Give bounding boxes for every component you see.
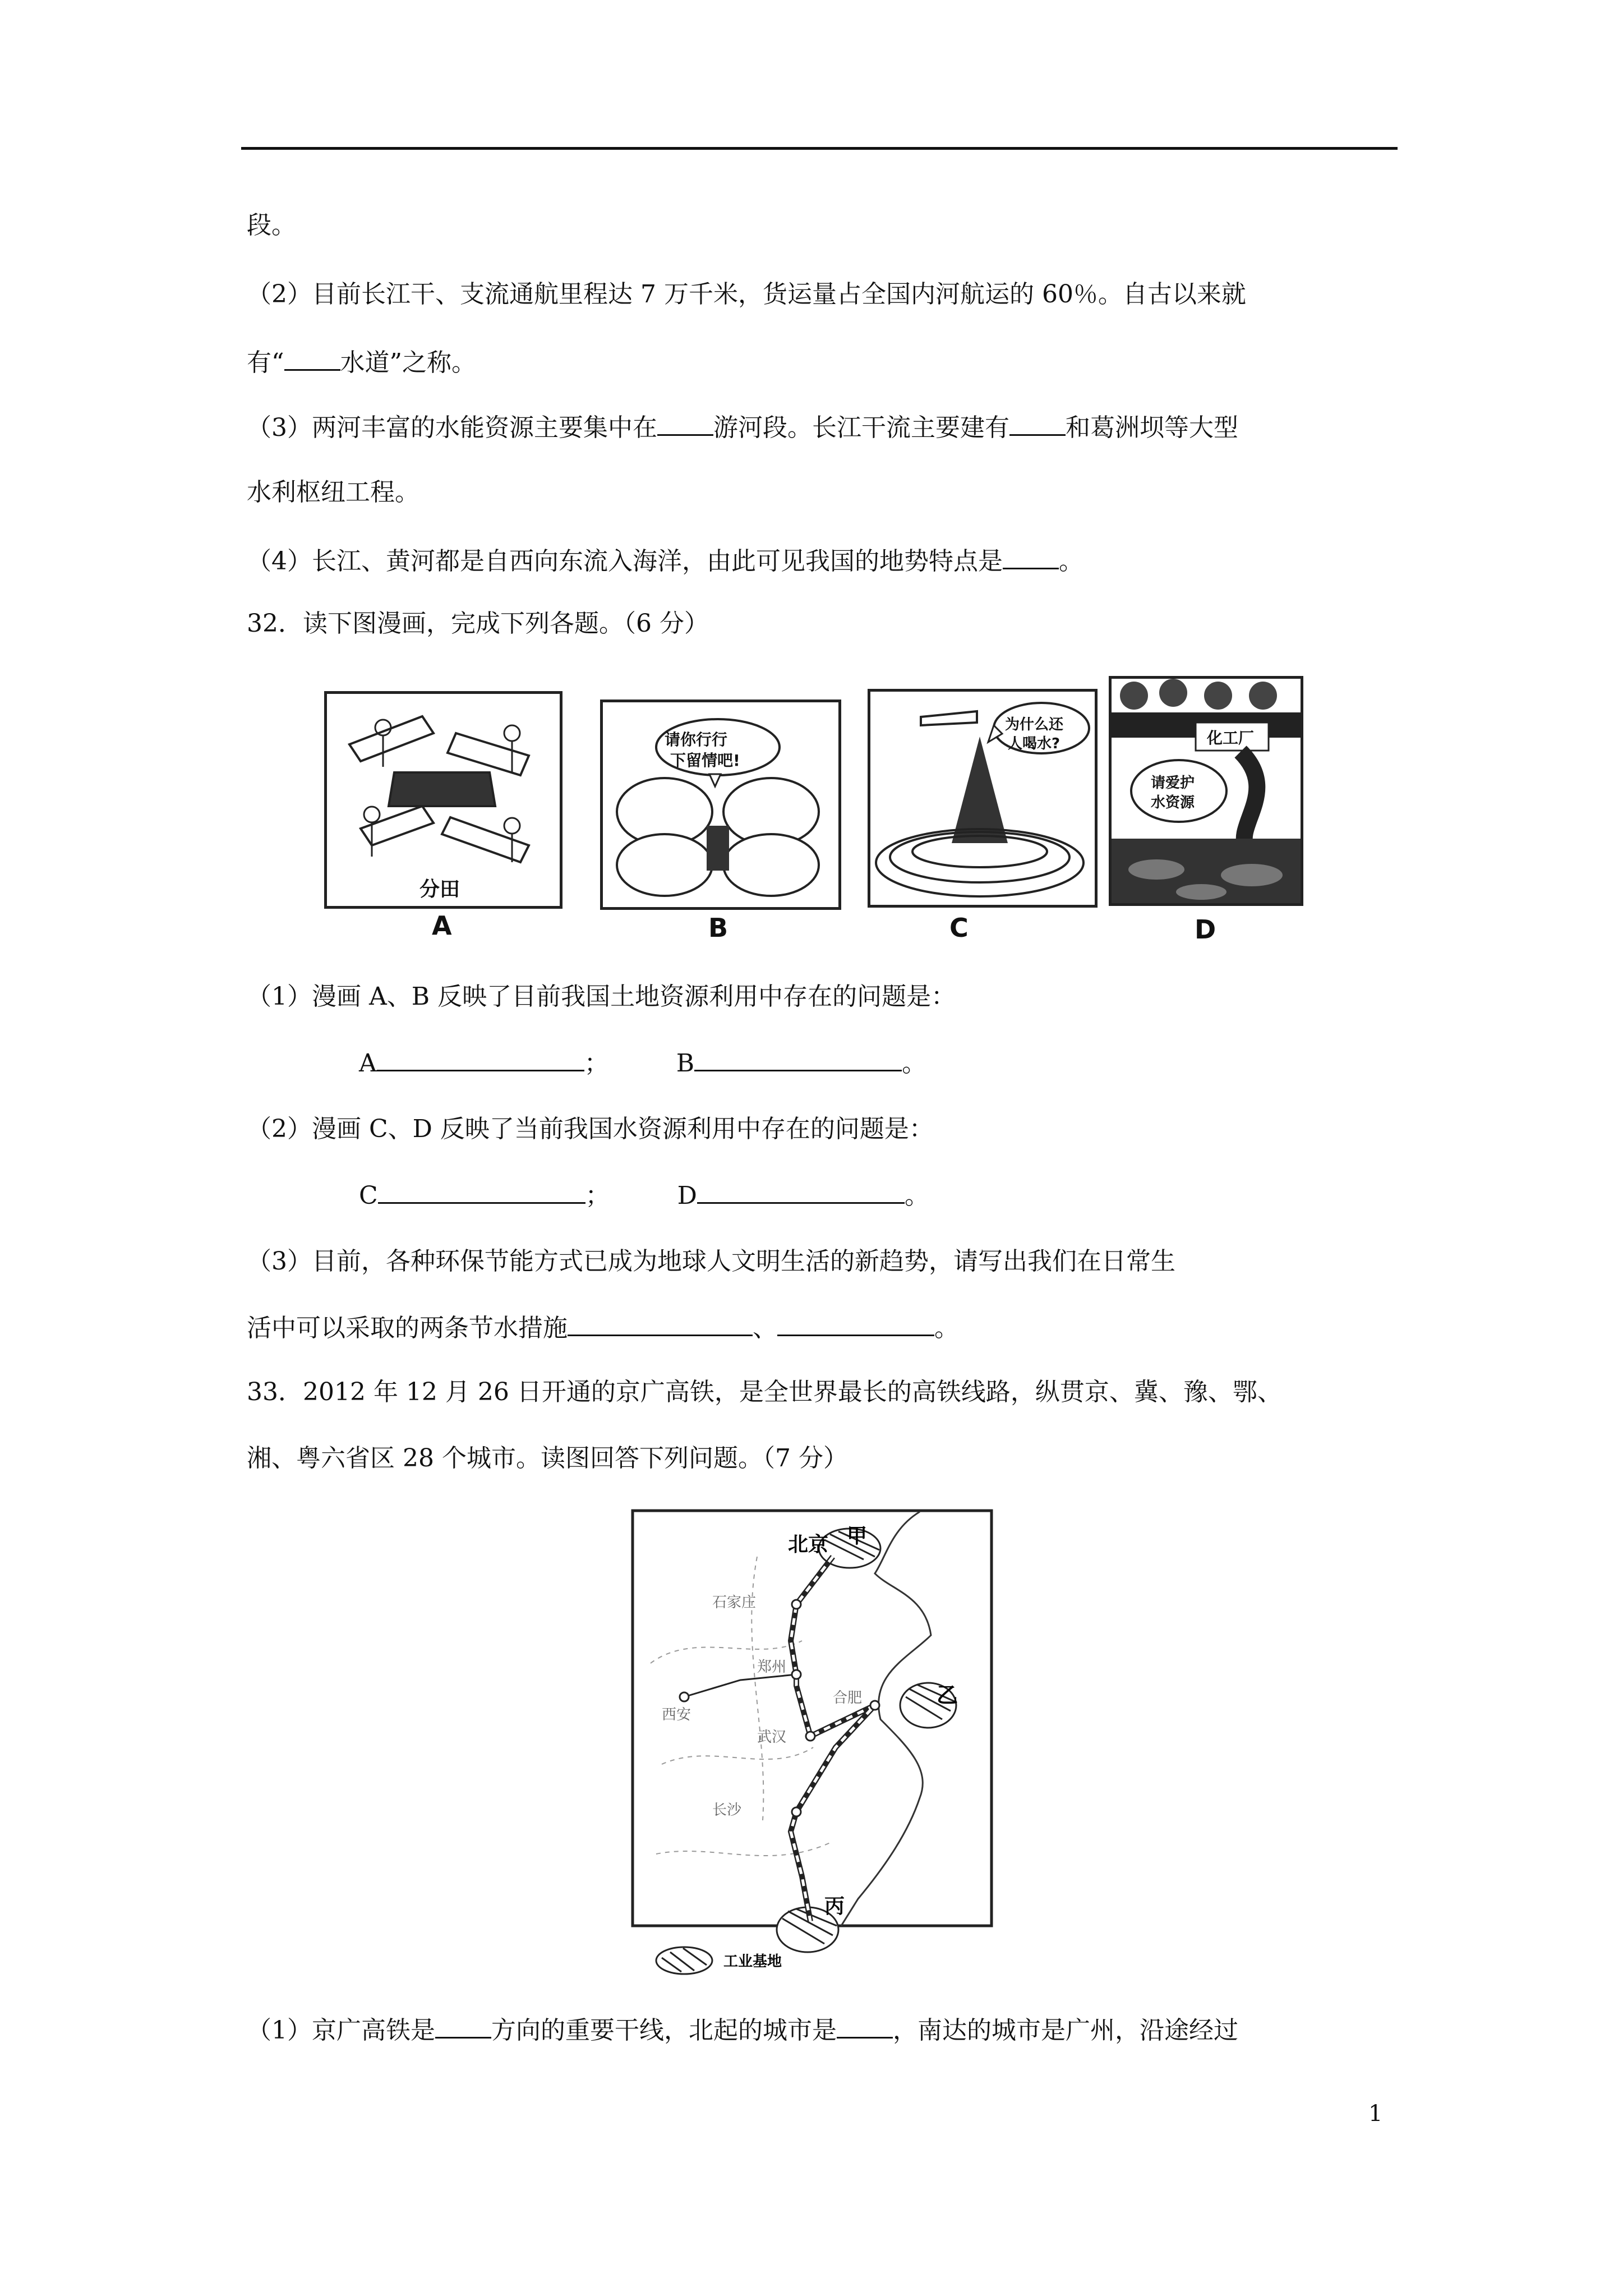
question-33-1: （1）京广高铁是 方向的重要干线，北起的城市是 ，南达的城市是广州，沿途经过 bbox=[247, 2012, 1238, 2047]
map-label-wuhan: 武汉 bbox=[757, 1729, 787, 1746]
cartoon-b-bubble-line1: 请你行行 bbox=[665, 730, 728, 749]
map-label-bing: 丙 bbox=[824, 1895, 845, 1918]
question-32: 32．读下图漫画，完成下列各题。（6 分） bbox=[247, 609, 709, 638]
text-line: 湘、粤六省区 28 个城市。读图回答下列问题。（7 分） bbox=[247, 1444, 848, 1473]
question-33: 33．2012 年 12 月 26 日开通的京广高铁，是全世界最长的高铁线路，纵贯京、冀、豫、鄂、 bbox=[247, 1378, 1282, 1406]
cartoon-d bbox=[1109, 676, 1303, 906]
cartoon-a-caption: A bbox=[432, 910, 452, 941]
answer-blank[interactable] bbox=[1003, 543, 1059, 569]
cartoon-d-bubble-line2: 水资源 bbox=[1151, 794, 1195, 811]
cartoon-a-label: 分田 bbox=[419, 878, 460, 901]
answer-blank[interactable] bbox=[657, 409, 713, 436]
question-32-2: （2）漫画 C、D 反映了当前我国水资源利用中存在的问题是： bbox=[247, 1115, 934, 1143]
cartoon-d-bubble-line1: 请爱护 bbox=[1151, 775, 1195, 792]
question-32-1: （1）漫画 A、B 反映了目前我国土地资源利用中存在的问题是： bbox=[247, 982, 956, 1011]
cartoon-c-bubble-line1: 为什么还 bbox=[1005, 716, 1064, 733]
answer-line-ab: A ； B 。 bbox=[359, 1045, 926, 1080]
cartoon-c-bubble-line2: 人喝水? bbox=[1008, 735, 1061, 752]
text-line: （3）两河丰富的水能资源主要集中在 游河段。长江干流主要建有 和葛洲坝等大型 bbox=[247, 409, 1238, 445]
text-line: 活中可以采取的两条节水措施 、 。 bbox=[247, 1310, 959, 1345]
cartoon-b-bubble-line2: 下留情吧! bbox=[670, 751, 740, 770]
answer-line-cd: C ； D 。 bbox=[359, 1177, 929, 1213]
cartoon-c-caption: C bbox=[949, 913, 969, 943]
header-rule bbox=[241, 147, 1398, 150]
map-label-hefei: 合肥 bbox=[833, 1690, 863, 1706]
text-line: （4）长江、黄河都是自西向东流入海洋，由此可见我国的地势特点是 。 bbox=[247, 543, 1083, 578]
answer-blank-b[interactable] bbox=[694, 1045, 902, 1071]
answer-blank[interactable] bbox=[1009, 409, 1066, 436]
question-32-3: （3）目前，各种环保节能方式已成为地球人文明生活的新趋势，请写出我们在日常生 bbox=[247, 1247, 1175, 1276]
text-line: 水利枢纽工程。 bbox=[247, 478, 419, 507]
page-number: 1 bbox=[1368, 2101, 1383, 2127]
answer-blank-a[interactable] bbox=[377, 1045, 584, 1071]
map-label-changsha: 长沙 bbox=[712, 1802, 742, 1819]
cartoon-a bbox=[324, 691, 562, 909]
cartoon-d-factory-sign: 化工厂 bbox=[1207, 729, 1255, 747]
map-legend-label: 工业基地 bbox=[723, 1953, 782, 1970]
railway-map bbox=[628, 1506, 998, 1977]
answer-blank[interactable] bbox=[568, 1310, 753, 1336]
cartoon-b bbox=[600, 700, 841, 910]
map-label-yi: 乙 bbox=[937, 1683, 958, 1708]
map-label-shijiazhuang: 石家庄 bbox=[712, 1594, 757, 1611]
cartoon-c bbox=[868, 689, 1098, 908]
answer-blank[interactable] bbox=[777, 1310, 934, 1336]
answer-blank[interactable] bbox=[435, 2012, 491, 2039]
map-label-xian: 西安 bbox=[662, 1706, 691, 1723]
map-label-jia: 甲 bbox=[847, 1525, 868, 1548]
answer-blank-c[interactable] bbox=[378, 1177, 585, 1204]
text-line: 有“ 水道”之称。 bbox=[247, 344, 476, 380]
map-label-beijing: 北京 bbox=[788, 1533, 829, 1556]
map-label-zhengzhou: 郑州 bbox=[757, 1659, 787, 1676]
cartoon-d-caption: D bbox=[1195, 914, 1216, 945]
cartoon-b-caption: B bbox=[708, 913, 728, 943]
answer-blank[interactable] bbox=[284, 344, 340, 371]
text-line: （2）目前长江干、支流通航里程达 7 万千米，货运量占全国内河航运的 60％。自古以来就 bbox=[247, 280, 1246, 309]
answer-blank[interactable] bbox=[837, 2012, 893, 2039]
answer-blank-d[interactable] bbox=[697, 1177, 905, 1204]
text-line: 段。 bbox=[247, 211, 296, 240]
